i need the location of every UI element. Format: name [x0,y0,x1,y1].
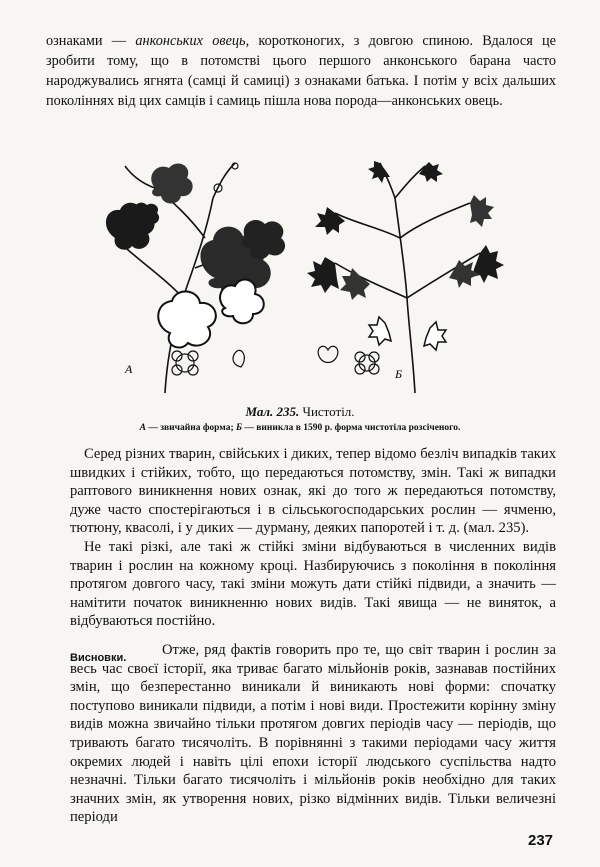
plant-b-flowers [318,346,379,374]
intro-text-end: коротконогих, з довгою спиною. [249,33,474,49]
page-number: 237 [528,832,554,849]
body-paragraph-1: Серед різних тварин, свійських і диких, тепер відомо безліч випадків таких швидких і стійких, тобто, що передаються потомству, змін. Такі ж випадки раптового виникнення нових ознак, які до того ж передаються потомству, дуже часто спостерігаються і в сільськогосподарських рослин — ячменю, тютюну, квасолі, і у диких — дурману, деяких папоротей і т. д. (мал. 235). [70,446,556,537]
intro-paragraph [46,31,556,111]
intro-italic-term: анконських овець, [135,33,250,49]
figure-caption [0,404,600,420]
figure-subcaption [0,422,600,434]
conclusions-paragraph [70,641,556,827]
intro-text-rest: Вдалося це зробити тому, що в потомстві цього першого анконського барана часто народжувались ягнята (самці й самиці) з ознаками батька. І потім у всіх дальших поколіннях від цих самців і самиць пішла нова порода—анконських овець. [46,33,557,109]
figure-title: Чистотіл. [299,404,355,419]
subcaption-b-text: — виникла в 1590 р. форма чистотіла розсіченого. [242,423,461,433]
conclusions-heading: Висновки. [70,652,127,664]
subcaption-letter-b: Б [235,423,243,433]
celandine-illustration [95,158,515,398]
plant-a-label: А [125,362,133,376]
conclusions-text: Отже, ряд фактів говорить про те, що світ тварин і рослин за весь час своєї історії, яка триває багато мільйонів років, зазнавав постійних змін, що безперестанно виникали й виникають нові форми: спочатку поступово виникали підвиди, а потім і нові види. Простежити корінну зміну видів можна звичайно тільки протягом довгих періодів часу — періодів, що тривають багато тисячоліть. В порівнянні з такими періодами часу життя окремих людей і навіть цілі епохи історії людського суспільства надто незначні. Тільки багато тисячоліть і мільйонів років необхідно для таких значних змін, як утворення нових, різко відмінних видів. Тільки величезні періоди [70,642,556,826]
body-text [70,445,556,631]
plant-b-label: Б [395,367,403,381]
subcaption-a-text: — звичайна форма; [145,423,236,433]
plant-a-leaves [106,163,285,347]
intro-text-start: ознаками — [46,33,136,49]
body-paragraph-2: Не такі різкі, але такі ж стійкі зміни відбуваються в численних видів тварин і рослин на кожному кроці. Назбируючись з покоління в покоління протягом довгого часу, такі зміни можуть дати стійкі підвиди, а значить — намітити початок виникненню нових видів. Такі явища — не виняток, а відбуваються постійно. [70,538,556,630]
subcaption-letter-a: А [139,423,146,433]
figure-number: Мал. 235. [245,404,300,419]
